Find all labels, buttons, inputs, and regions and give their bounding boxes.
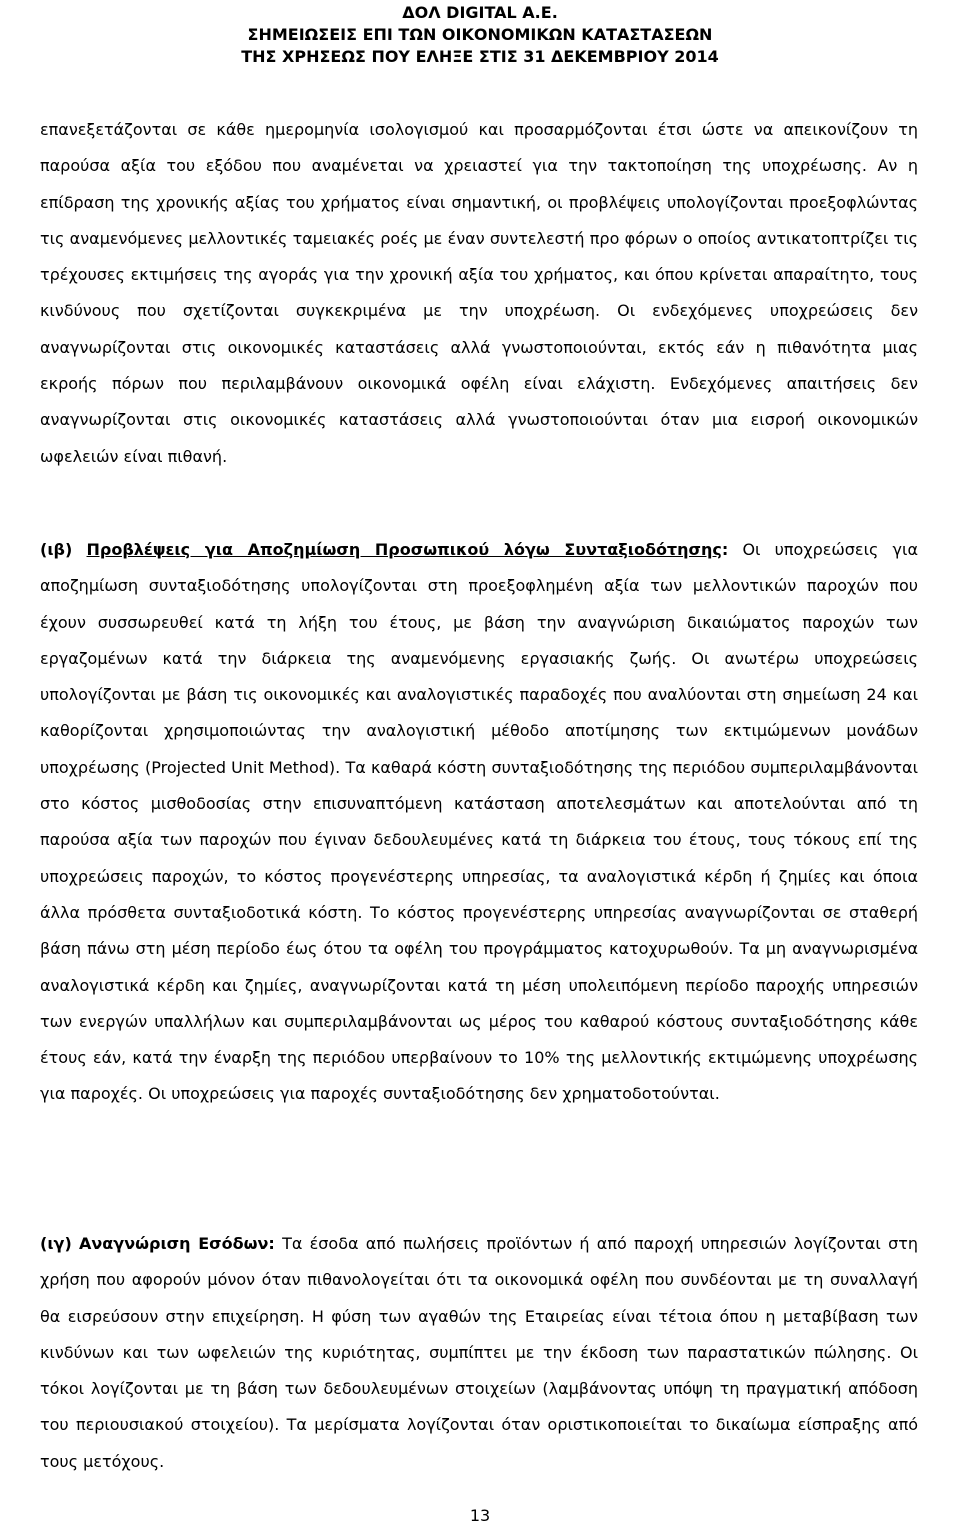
- pension-text: Οι υποχρεώσεις για αποζημίωση συνταξιοδότησης υπολογίζονται στη προεξοφλημένη αξία των μελλοντικών παροχών που έχουν συσσωρευθεί κατά τη λήξη του έτους, με βάση την αναγνώριση δικαιώματος παροχών των εργαζομένων κατά την διάρκεια της αναμενόμενης εργασιακής ζωής. Οι ανωτέρω υποχρεώσεις υπολογίζονται με βάση τις οικονομικές και αναλογιστικές παραδοχές που αναλύονται στη σημείωση 24 και καθορίζονται χρησιμοποιώντας την αναλογιστική μέθοδο αποτίμησης των εκτιμώμενων μονάδων υποχρέωσης (Projected Unit Method). Τα καθαρά κόστη συνταξιοδότησης της περιόδου συμπεριλαμβάνονται στο κόστος μισθοδοσίας στην επισυναπτόμενη κατάσταση αποτελεσμάτων και αποτελούνται από τη παρούσα αξία των παροχών που έγιναν δεδουλευμένες κατά τη διάρκεια του έτους, τους τόκους επί της υποχρεώσεις παροχών, το κόστος προγενέστερης υπηρεσίας, τα αναλογιστικά κέρδη ή ζημίες και όποια άλλα πρόσθετα συνταξιοδοτικά κόστη. Το κόστος προγενέστερης υπηρεσίας αναγνωρίζονται σε σταθερή βάση πάνω στη μέση περίοδο έως ότου τα οφέλη του προγράμματος κατοχυρωθούν. Τα μη αναγνωρισμένα αναλογιστικά κέρδη και ζημίες, αναγνωρίζονται κατά τη μέση υπολειπόμενη περίοδο παροχής υπηρεσιών των ενεργών υπαλλήλων και συμπεριλαμβάνονται ως μέρος του καθαρού κόστους συνταξιοδότησης κάθε έτους εάν, κατά την έναρξη της περιόδου υπερβαίνουν το 10% της μελλοντικής εκτιμώμενης υποχρέωσης για παροχές. Οι υποχρεώσεις για παροχές συνταξιοδότησης δεν χρηματοδοτούνται.: [40, 540, 918, 1104]
- document-header: [0, 2, 960, 68]
- section-heading-colon: :: [721, 540, 729, 559]
- page-number: 13: [469, 1506, 491, 1525]
- section-label-ib: (ιβ): [40, 540, 73, 559]
- fiscal-year-title: ΤΗΣ ΧΡΗΣΕΩΣ ΠΟΥ ΕΛΗΞΕ ΣΤΙΣ 31 ΔΕΚΕΜΒΡΙΟΥ 2014: [241, 47, 719, 66]
- section-label-ig: (ιγ): [40, 1234, 72, 1253]
- provisions-paragraph: [40, 112, 918, 475]
- section-heading-revenue: Αναγνώριση Εσόδων:: [79, 1234, 275, 1253]
- company-name: ΔΟΛ DIGITAL Α.Ε.: [402, 3, 558, 22]
- revenue-recognition-paragraph: [40, 1226, 918, 1480]
- provisions-text: επανεξετάζονται σε κάθε ημερομηνία ισολογισμού και προσαρμόζονται έτσι ώστε να απεικονίζουν τη παρούσα αξία του εξόδου που αναμένεται να χρειαστεί για την τακτοποίηση της υποχρέωσης. Αν η επίδραση της χρονικής αξίας του χρήματος είναι σημαντική, οι προβλέψεις υπολογίζονται προεξοφλώντας τις αναμενόμενες μελλοντικές ταμειακές ροές με έναν συντελεστή προ φόρων ο οποίος αντικατοπτρίζει τις τρέχουσες εκτιμήσεις της αγοράς για την χρονική αξία του χρήματος, και όπου κρίνεται απαραίτητο, τους κινδύνους που σχετίζονται συγκεκριμένα με την υποχρέωση. Οι ενδεχόμενες υποχρεώσεις δεν αναγνωρίζονται στις οικονομικές καταστάσεις αλλά γνωστοποιούνται, εκτός εάν η πιθανότητα μιας εκροής πόρων που περιλαμβάνουν οικονομικά οφέλη είναι ελάχιστη. Ενδεχόμενες απαιτήσεις δεν αναγνωρίζονται στις οικονομικές καταστάσεις αλλά γνωστοποιούνται όταν μια εισροή οικονομικών ωφελειών είναι πιθανή.: [40, 120, 918, 466]
- pension-provisions-paragraph: [40, 532, 918, 1113]
- revenue-text: Τα έσοδα από πωλήσεις προϊόντων ή από παροχή υπηρεσιών λογίζονται στη χρήση που αφορούν μόνον όταν πιθανολογείται ότι τα οικονομικά οφέλη που συνδέονται με τη συναλλαγή θα εισρεύσουν στην επιχείρηση. Η φύση των αγαθών της Εταιρείας είναι τέτοια όπου η μεταβίβαση των κινδύνων και των ωφελειών της κυριότητας, συμπίπτει με την έκδοση των παραστατικών πώλησης. Οι τόκοι λογίζονται με τη βάση των δεδουλευμένων στοιχείων (λαμβάνοντας υπόψη τη πραγματική απόδοση του περιουσιακού στοιχείου). Τα μερίσματα λογίζονται όταν οριστικοποιείται το δικαίωμα είσπραξης από τους μετόχους.: [40, 1234, 919, 1471]
- notes-title: ΣΗΜΕΙΩΣΕΙΣ ΕΠΙ ΤΩΝ ΟΙΚΟΝΟΜΙΚΩΝ ΚΑΤΑΣΤΑΣΕΩΝ: [247, 25, 713, 44]
- section-heading-pension: Προβλέψεις για Αποζημίωση Προσωπικού λόγω Συνταξιοδότησης: [86, 540, 722, 559]
